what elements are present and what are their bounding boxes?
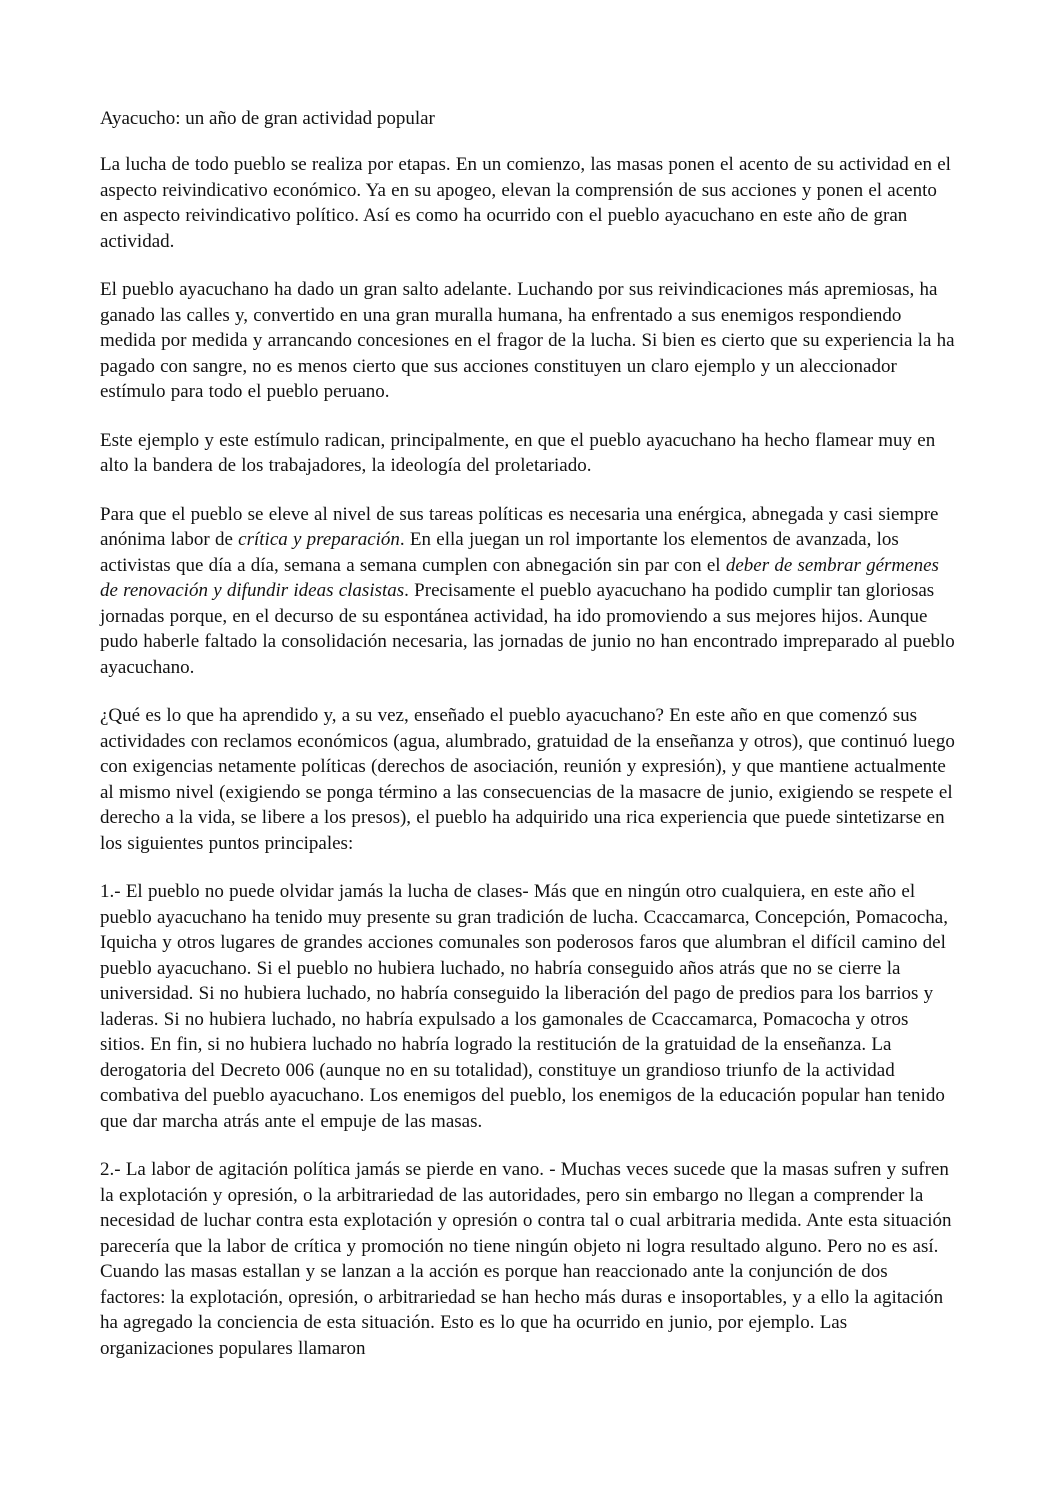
text-run: Este ejemplo y este estímulo radican, principalmente, en que el pueblo ayacuchano ha hecho flamear muy en alto la bandera de los trabajadores, la ideología del proletariado. <box>100 429 936 476</box>
paragraph <box>100 1157 958 1361</box>
text-run: La lucha de todo pueblo se realiza por etapas. En un comienzo, las masas ponen el acento de su actividad en el aspecto reivindicativo económico. Ya en su apogeo, elevan la comprensión de sus acciones y ponen el acento en aspecto reivindicativo político. Así es como ha ocurrido con el pueblo ayacuchano en este año de gran actividad. <box>100 154 951 252</box>
document-title: Ayacucho: un año de gran actividad popular <box>100 108 435 129</box>
italic-text-run: crítica y preparación <box>238 529 400 550</box>
paragraph <box>100 502 958 681</box>
text-run: ¿Qué es lo que ha aprendido y, a su vez, enseñado el pueblo ayacuchano? En este año en que comenzó sus actividades con reclamos económicos (agua, alumbrado, gratuidad de la enseñanza y otros), que continuó luego con exigencias netamente políticas (derechos de asociación, reunión y expresión), y que mantiene actualmente al mismo nivel (exigiendo se ponga término a las consecuencias de la masacre de junio, exigiendo se respete el derecho a la vida, se libere a los presos), el pueblo ha adquirido una rica experiencia que puede sintetizarse en los siguientes puntos principales: <box>100 705 955 854</box>
text-run: . Precisamente el pueblo ayacuchano ha podido cumplir tan gloriosas jornadas porque, en el decurso de su espontánea actividad, ha ido promoviendo a sus mejores hijos. Aunque pudo haberle faltado la consolidación necesaria, las jornadas de junio no han encontrado impreparado al pueblo ayacuchano. <box>100 580 955 678</box>
paragraph <box>100 152 958 254</box>
paragraph <box>100 277 958 405</box>
text-run: 1.- El pueblo no puede olvidar jamás la lucha de clases- Más que en ningún otro cualquiera, en este año el pueblo ayacuchano ha tenido muy presente su gran tradición de lucha. Ccaccamarca, Concepción, Pomacocha, Iquicha y otros lugares de grandes acciones comunales son poderosos faros que alumbran el difícil camino del pueblo ayacuchano. Si el pueblo no hubiera luchado, no habría conseguido años atrás que no se cierre la universidad. Si no hubiera luchado, no habría conseguido la liberación del pago de predios para los barrios y laderas. Si no hubiera luchado, no habría expulsado a los gamonales de Ccaccamarca, Pomacocha y otros sitios. En fin, si no hubiera luchado no habría logrado la restitución de la gratuidad de la enseñanza. La derogatoria del Decreto 006 (aunque no en su totalidad), constituye un grandioso triunfo de la actividad combativa del pueblo ayacuchano. Los enemigos del pueblo, los enemigos de la educación popular han tenido que dar marcha atrás ante el empuje de las masas. <box>100 881 948 1132</box>
text-run: Para que el pueblo se eleve al nivel de sus tareas políticas es necesaria una enérgica, abnegada y casi siempre anónima labor de <box>100 503 939 550</box>
paragraph <box>100 703 958 856</box>
paragraph <box>100 428 958 479</box>
text-run: El pueblo ayacuchano ha dado un gran salto adelante. Luchando por sus reivindicaciones más apremiosas, ha ganado las calles y, convertido en una gran muralla humana, ha enfrentado a sus enemigos respondiendo medida por medida y arrancando concesiones en el fragor de la lucha. Si bien es cierto que su experiencia la ha pagado con sangre, no es menos cierto que sus acciones constituyen un claro ejemplo y un aleccionador estímulo para todo el pueblo peruano. <box>100 279 955 402</box>
paragraph <box>100 879 958 1134</box>
text-run: . En ella juegan un rol importante los elementos de avanzada, los activistas que día a día, semana a semana cumplen con abnegación sin par con el <box>100 529 899 576</box>
document-body <box>100 152 958 1361</box>
italic-text-run: deber de sembrar gérmenes de renovación y difundir ideas clasistas <box>100 554 939 601</box>
text-run: 2.- La labor de agitación política jamás se pierde en vano. - Muchas veces sucede que la masas sufren y sufren la explotación y opresión, o la arbitrariedad de las autoridades, pero sin embargo no llegan a comprender la necesidad de luchar contra esta explotación y opresión o contra tal o cual arbitraria medida. Ante esta situación parecería que la labor de crítica y promoción no tiene ningún objeto ni logra resultado alguno. Pero no es así. Cuando las masas estallan y se lanzan a la acción es porque han reaccionado ante la conjunción de dos factores: la explotación, opresión, o arbitrariedad se han hecho más duras e insoportables, y a ello la agitación ha agregado la conciencia de esta situación. Esto es lo que ha ocurrido en junio, por ejemplo. Las organizaciones populares llamaron <box>100 1159 952 1359</box>
